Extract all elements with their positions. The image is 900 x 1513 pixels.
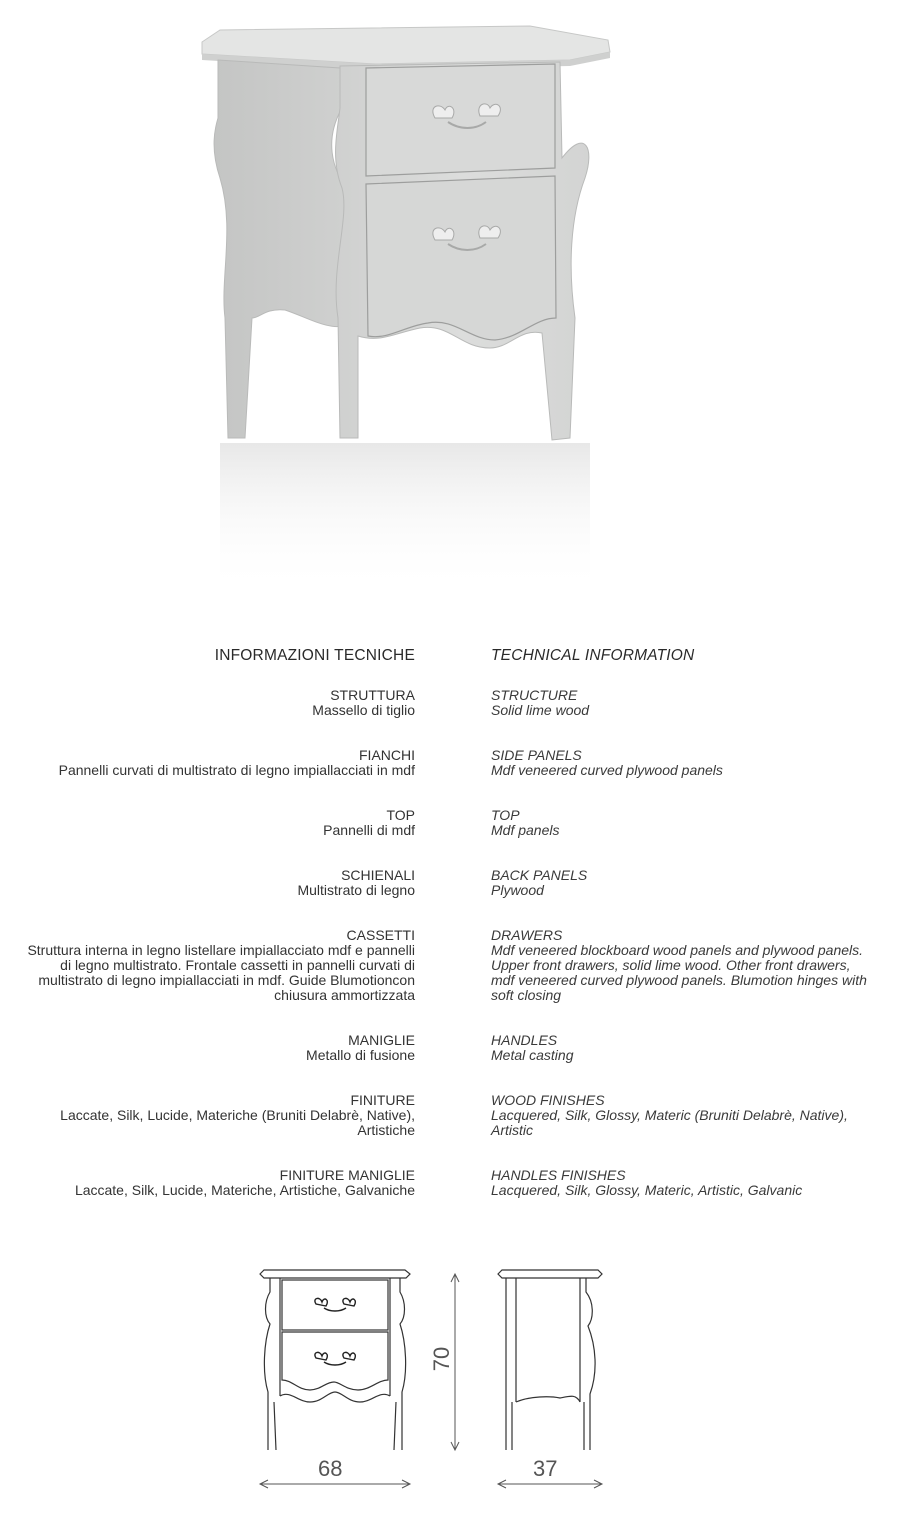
spec-value: soft closing	[491, 987, 562, 1003]
spec-value: mdf veneered curved plywood panels. Blumotion hinges with	[491, 972, 867, 988]
spec-value: Mdf panels	[491, 822, 560, 838]
spec-label: TOP	[386, 807, 415, 823]
spec-value: Massello di tiglio	[312, 702, 415, 718]
spec-en-side-panels	[491, 748, 723, 778]
spec-value: Artistic	[491, 1122, 533, 1138]
spec-it-cassetti	[27, 928, 415, 1003]
spec-label: WOOD FINISHES	[491, 1092, 605, 1108]
spec-value: Pannelli curvati di multistrato di legno impiallacciati in mdf	[58, 762, 415, 778]
spec-label: BACK PANELS	[491, 867, 588, 883]
dimension-depth-label: 37	[533, 1456, 558, 1481]
spec-en-handles	[491, 1033, 573, 1063]
spec-en-drawers	[491, 928, 867, 1003]
spec-label: FINITURE	[350, 1092, 415, 1108]
spec-it-struttura	[312, 688, 415, 718]
spec-label: CASSETTI	[346, 927, 415, 943]
spec-value: Solid lime wood	[491, 702, 590, 718]
product-photo	[190, 18, 630, 618]
spec-label: HANDLES	[491, 1032, 558, 1048]
spec-value: Pannelli di mdf	[323, 822, 415, 838]
spec-value: Artistiche	[357, 1122, 415, 1138]
heading-it: INFORMAZIONI TECNICHE	[214, 647, 415, 664]
spec-it-maniglie	[306, 1033, 415, 1063]
spec-value: di legno multistrato. Frontale cassetti in pannelli curvati di	[60, 957, 415, 973]
side-view-drawing	[498, 1270, 602, 1450]
heading-en: TECHNICAL INFORMATION	[491, 647, 695, 664]
spec-value: Metal casting	[491, 1047, 574, 1063]
dimension-height-label: 70	[429, 1346, 455, 1372]
dimension-drawings	[250, 1262, 630, 1502]
dimension-width-label: 68	[318, 1456, 343, 1481]
spec-en-wood-finishes	[491, 1093, 848, 1138]
spec-value: Mdf veneered blockboard wood panels and plywood panels.	[491, 942, 864, 958]
spec-label: HANDLES FINISHES	[491, 1167, 626, 1183]
spec-value: Metallo di fusione	[306, 1047, 415, 1063]
spec-value: Multistrato di legno	[297, 882, 415, 898]
front-view-drawing	[260, 1270, 410, 1450]
spec-label: MANIGLIE	[348, 1032, 415, 1048]
spec-value: multistrato di legno impiallacciati in mdf. Guide Blumotioncon	[38, 972, 415, 988]
spec-en-back-panels	[491, 868, 587, 898]
spec-value: Lacquered, Silk, Glossy, Materic (Bruniti Delabrè, Native),	[491, 1107, 848, 1123]
spec-value: Struttura interna in legno listellare impiallacciato mdf e pannelli	[27, 942, 415, 958]
spec-label: STRUTTURA	[330, 687, 415, 703]
spec-it-top	[323, 808, 415, 838]
spec-label: STRUCTURE	[491, 687, 578, 703]
spec-value: Upper front drawers, solid lime wood. Other front drawers,	[491, 957, 851, 973]
spec-en-structure	[491, 688, 589, 718]
spec-value: chiusura ammortizzata	[274, 987, 415, 1003]
spec-it-finiture	[60, 1093, 415, 1138]
spec-en-top	[491, 808, 559, 838]
spec-value: Plywood	[491, 882, 544, 898]
spec-label: TOP	[491, 807, 520, 823]
spec-it-schienali	[297, 868, 415, 898]
spec-label: FIANCHI	[359, 747, 415, 763]
spec-label: DRAWERS	[491, 927, 563, 943]
spec-it-finiture-maniglie	[75, 1168, 415, 1198]
spec-it-fianchi	[59, 748, 415, 778]
spec-value: Laccate, Silk, Lucide, Materiche, Artistiche, Galvaniche	[74, 1182, 415, 1198]
spec-label: FINITURE MANIGLIE	[279, 1167, 415, 1183]
spec-value: Lacquered, Silk, Glossy, Materic, Artistic, Galvanic	[491, 1182, 803, 1198]
spec-value: Mdf veneered curved plywood panels	[491, 762, 723, 778]
spec-en-handles-finishes	[491, 1168, 802, 1198]
spec-value: Laccate, Silk, Lucide, Materiche (Bruniti Delabrè, Native),	[60, 1107, 415, 1123]
spec-label: SIDE PANELS	[491, 747, 582, 763]
spec-label: SCHIENALI	[341, 867, 415, 883]
